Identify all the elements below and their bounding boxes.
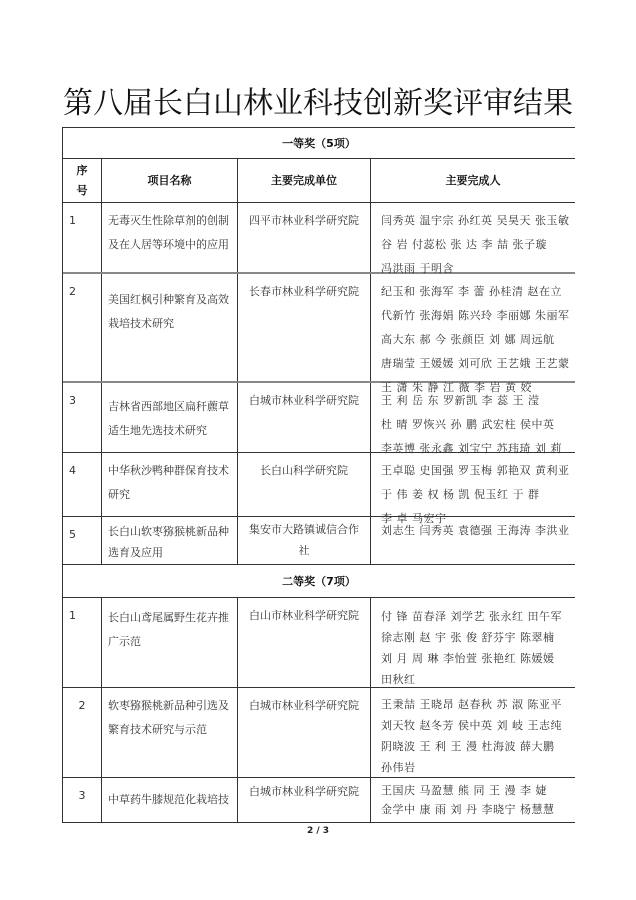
header-unit: 主要完成单位 (238, 159, 371, 202)
section-label: 二等奖（7项） (282, 575, 356, 588)
row-seq: 4 (63, 453, 102, 516)
persons-line: 付 锋 苗春泽 刘学艺 张永红 田午军 (381, 610, 562, 623)
persons-line: 金学中 康 雨 刘 丹 李晓宁 杨慧慧 (381, 803, 555, 816)
table-row (63, 453, 575, 525)
persons-line: 阴晓波 王 利 王 漫 杜海波 薛大鹏 (381, 740, 555, 753)
awards-table (62, 127, 575, 823)
table-row (63, 274, 575, 394)
row-project-name: 吉林省西部地区扁秆藨草适生地先选技术研究 (102, 383, 238, 452)
row-unit: 白山市林业科学研究院 (238, 598, 371, 687)
row-project-name: 中草药牛膝规范化栽培技 (102, 778, 238, 822)
persons-line: 唐瑞莹 王媛媛 刘可欣 王艺娥 王艺蒙 (381, 357, 570, 370)
row-persons (371, 453, 575, 525)
persons-line: 王国庆 马盈慧 熊 同 王 漫 李 婕 (381, 784, 547, 797)
persons-line: 王秉喆 王晓昂 赵春秋 苏 淑 陈亚平 (381, 698, 562, 711)
header-seq-line2: 号 (76, 183, 88, 197)
row-unit: 四平市林业科学研究院 (238, 203, 371, 272)
row-seq: 1 (63, 598, 102, 687)
persons-line: 闫秀英 温宇宗 孙红英 吴昊天 张玉敏 (381, 214, 570, 227)
table-row (63, 517, 575, 565)
column-header-row (63, 159, 575, 203)
header-project-name: 项目名称 (102, 159, 238, 202)
persons-line: 李英博 张永鑫 刘宝宁 苏玮琦 刘 莉 (381, 442, 562, 455)
header-persons: 主要完成人 (445, 173, 501, 187)
row-persons (371, 517, 575, 564)
header-seq (63, 159, 102, 202)
persons-line: 高大东 郝 今 张颜臣 刘 娜 周远航 (381, 333, 555, 346)
persons-line: 田秋红 (381, 673, 416, 686)
persons-line: 刘天牧 赵冬芳 侯中英 刘 岐 王志纯 (381, 719, 562, 732)
persons-line: 李 卓 马宏宇 (381, 512, 447, 525)
row-unit: 白城市林业科学研究院 (238, 778, 371, 822)
row-project-name: 无毒灭生性除草剂的创制及在人居等环境中的应用 (102, 203, 238, 272)
row-persons (371, 778, 575, 822)
persons-line: 徐志刚 赵 宇 张 俊 舒芬宇 陈翠楠 (381, 631, 555, 644)
table-row (63, 778, 575, 823)
persons-line: 于 伟 姜 权 杨 凯 倪玉红 于 群 (381, 488, 540, 501)
page-number: 2 / 3 (306, 826, 330, 836)
persons-line: 纪玉和 张海军 李 蕾 孙桂清 赵在立 (381, 285, 562, 298)
persons-line: 冯洪雨 于明含 (381, 262, 454, 275)
row-seq: 2 (63, 274, 102, 381)
persons-line: 王 潇 朱 静 江 薇 李 岩 黄 姣 (381, 381, 532, 394)
persons-line: 王卓聪 史国强 罗玉梅 郭艳双 黄利亚 (381, 464, 570, 477)
persons-line: 孙伟岩 (381, 761, 416, 774)
persons-line: 王 利 岳 东 罗新凯 李 蕊 王 滢 (381, 394, 540, 407)
row-project-name: 美国红枫引种繁育及高效栽培技术研究 (102, 274, 238, 381)
row-persons (371, 274, 575, 394)
table-row (63, 203, 575, 274)
persons-line: 谷 岩 付蕊松 张 达 李 喆 张子璇 (381, 238, 547, 251)
row-unit: 白城市林业科学研究院 (238, 688, 371, 777)
row-unit: 白城市林业科学研究院 (238, 383, 371, 452)
row-project-name: 软枣猕猴桃新品种引选及繁育技术研究与示范 (102, 688, 238, 777)
section-header-first-prize (63, 128, 575, 159)
row-unit: 长白山科学研究院 (238, 453, 371, 516)
row-persons (371, 688, 575, 777)
row-seq: 3 (63, 383, 102, 452)
persons-line: 代新竹 张海娟 陈兴玲 李丽娜 朱丽军 (381, 309, 570, 322)
header-seq-line1: 序 (76, 163, 88, 177)
row-project-name: 长白山软枣猕猴桃新品种选育及应用 (102, 517, 238, 564)
row-persons (371, 203, 575, 275)
table-row (63, 598, 575, 688)
table-row (63, 383, 575, 453)
row-unit: 长春市林业科学研究院 (238, 274, 371, 381)
section-header-second-prize (63, 565, 575, 598)
persons-line: 刘志生 闫秀英 袁德强 王海涛 李洪业 (381, 524, 570, 537)
document-title: 第八届长白山林业科技创新奖评审结果 (63, 86, 573, 121)
row-seq: 2 (63, 688, 102, 777)
row-seq: 3 (63, 778, 102, 822)
row-project-name: 中华秋沙鸭种群保育技术研究 (102, 453, 238, 516)
row-seq: 1 (63, 203, 102, 272)
row-seq: 5 (63, 517, 102, 564)
persons-line: 刘 月 周 琳 李怡萱 张艳红 陈媛媛 (381, 652, 555, 665)
row-persons (371, 383, 575, 455)
table-row (63, 688, 575, 778)
row-persons (371, 598, 575, 687)
persons-line: 杜 晴 罗恢兴 孙 鹏 武宏柱 侯中英 (381, 418, 555, 431)
row-unit: 集安市大路镇诚信合作社 (238, 517, 371, 564)
section-label: 一等奖（5项） (282, 137, 356, 150)
row-project-name: 长白山鸢尾属野生花卉推广示范 (102, 598, 238, 687)
